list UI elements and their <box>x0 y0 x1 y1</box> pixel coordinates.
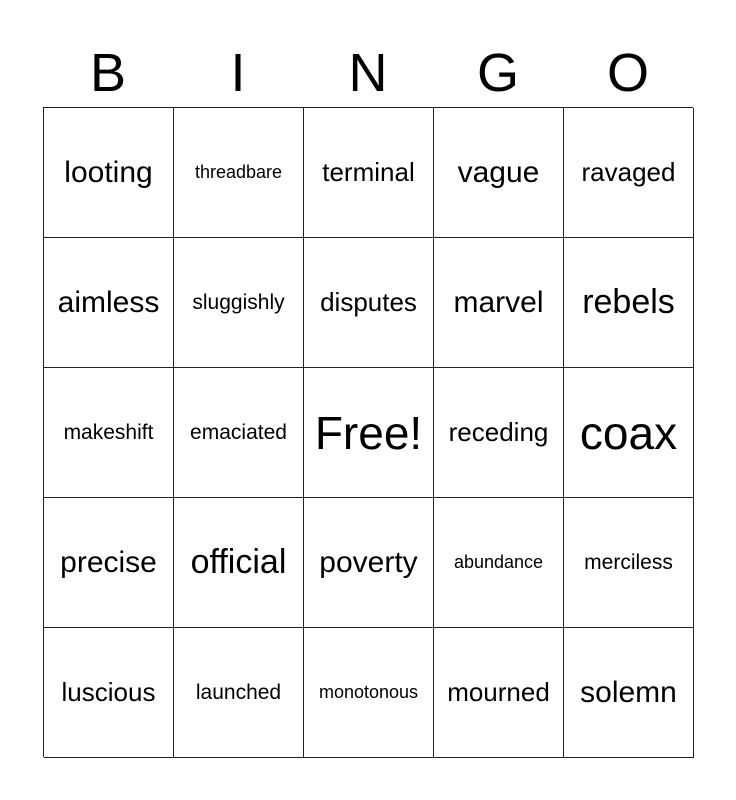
cell-word: marvel <box>453 285 544 319</box>
bingo-cell[interactable] <box>44 628 174 758</box>
bingo-board <box>43 107 693 757</box>
cell-word: sluggishly <box>192 290 285 314</box>
bingo-cell[interactable] <box>174 238 304 368</box>
bingo-cell[interactable] <box>564 108 694 238</box>
cell-word: ravaged <box>581 157 676 187</box>
cell-word: mourned <box>447 677 550 707</box>
bingo-header <box>43 40 693 106</box>
bingo-cell[interactable] <box>434 368 564 498</box>
bingo-cell[interactable] <box>304 108 434 238</box>
bingo-cell[interactable] <box>304 238 434 368</box>
bingo-cell[interactable] <box>44 238 174 368</box>
cell-word: launched <box>195 680 282 704</box>
bingo-cell[interactable] <box>44 108 174 238</box>
bingo-cell[interactable] <box>174 628 304 758</box>
cell-word: vague <box>457 155 540 189</box>
bingo-cell[interactable] <box>564 628 694 758</box>
header-letter-g: G <box>476 43 519 103</box>
cell-word: merciless <box>584 550 673 574</box>
cell-word: official <box>190 543 287 581</box>
bingo-cell[interactable] <box>44 498 174 628</box>
bingo-cell[interactable] <box>44 368 174 498</box>
bingo-cell[interactable] <box>174 368 304 498</box>
bingo-cell[interactable] <box>174 498 304 628</box>
bingo-cell[interactable] <box>564 238 694 368</box>
free-space-label: Free! <box>314 406 423 459</box>
bingo-cell[interactable] <box>434 628 564 758</box>
bingo-cell[interactable] <box>304 498 434 628</box>
cell-word: rebels <box>582 283 675 321</box>
cell-word: luscious <box>61 677 156 707</box>
cell-word: abundance <box>453 552 544 572</box>
cell-word: coax <box>579 406 678 459</box>
free-space[interactable] <box>304 368 434 498</box>
bingo-cell[interactable] <box>434 238 564 368</box>
bingo-cell[interactable] <box>564 368 694 498</box>
cell-word: makeshift <box>63 420 154 444</box>
cell-word: solemn <box>580 675 677 709</box>
header-letter-o: O <box>606 43 649 103</box>
cell-word: poverty <box>319 545 418 579</box>
cell-word: aimless <box>57 285 160 319</box>
header-letter-b: B <box>89 43 127 103</box>
cell-word: looting <box>64 155 153 189</box>
bingo-cell[interactable] <box>434 498 564 628</box>
cell-word: monotonous <box>318 682 419 702</box>
cell-word: receding <box>448 417 549 447</box>
cell-word: threadbare <box>194 162 283 182</box>
bingo-cell[interactable] <box>434 108 564 238</box>
header-letter-i: I <box>230 43 246 103</box>
header-letter-n: N <box>348 43 388 103</box>
cell-word: precise <box>60 545 157 579</box>
bingo-cell[interactable] <box>564 498 694 628</box>
cell-word: disputes <box>320 287 417 317</box>
cell-word: terminal <box>322 157 415 187</box>
bingo-cell[interactable] <box>304 628 434 758</box>
bingo-cell[interactable] <box>174 108 304 238</box>
cell-word: emaciated <box>190 420 287 444</box>
